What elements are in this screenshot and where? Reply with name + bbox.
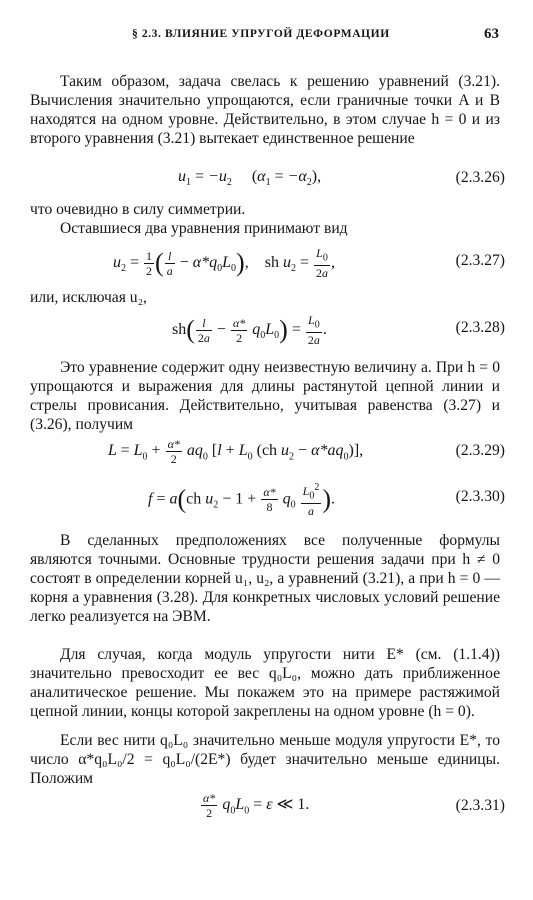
paragraph-8: Если вес нити q₀L₀ значительно меньше модуля упругости E*, то число α*q₀L₀/2 = q₀L₀/(2E*) будет значительно меньше единицы. Положим <box>30 732 500 787</box>
paragraph-3: Оставшиеся два уравнения принимают вид <box>60 220 348 237</box>
paragraph-6: В сделанных предположениях все полученные формулы являются точными. Основные трудности решения задачи при h ≠ 0 состоят в определении корней u₁, u₂, a уравнений (3.21), а при h = 0 — корня a уравнения (3.28). Для конкретных числовых условий решение легко реализуется на ЭВМ. <box>30 532 500 625</box>
paragraph-2: что очевидно в силу симметрии. <box>30 201 246 218</box>
equation-2-3-28 <box>0 310 533 350</box>
equation-2-3-30 <box>0 476 533 519</box>
page-header <box>0 24 533 50</box>
equation-body: $\frac{\alpha*}{2}$ $q_0L_0 = \varepsilon$ ≪ 1. <box>203 791 310 820</box>
equation-body: $u_1 = -u_2$ $(\alpha_1 = -\alpha_2)$, <box>178 168 322 189</box>
equation-2-3-29 <box>0 434 533 474</box>
equation-body: $L = L_0$ + $\frac{\alpha*}{2}$ $aq_0$ [$l + L_0$ (ch $u_2 - \alpha*aq_0$)], <box>108 437 364 466</box>
equation-body: f = a(ch $u_2 - 1$ + $\frac{\alpha*}{8}$ $q_0$ $\frac{L_0^2}{a}$ ). <box>148 482 335 519</box>
equation-number: (2.3.28) <box>455 319 505 336</box>
paragraph-5: Это уравнение содержит одну неизвестную величину a. При h = 0 упрощаются и выражения для длины растянутой цепной линии и стрелы провисания. Действительно, учитывая равенства (3.27) и (3.26), получим <box>30 359 500 433</box>
equation-number: (2.3.31) <box>455 797 505 814</box>
paragraph-4: или, исключая u₂, <box>30 289 147 306</box>
equation-body: $u_2$ = $\frac{1}{2}$ ( $\frac{l}{a}$ − $\alpha*q_0L_0$), sh $u_2$ = $\frac{L_0}{2a}$ , <box>113 246 335 281</box>
equation-number: (2.3.30) <box>455 488 505 505</box>
equation-body: sh( $\frac{l}{2a}$ − $\frac{\alpha*}{2}$ $q_0L_0$) = $\frac{L_0}{2a}$ . <box>172 313 327 348</box>
equation-2-3-31 <box>0 786 533 826</box>
equation-number: (2.3.27) <box>455 252 505 269</box>
paragraph-1: Таким образом, задача свелась к решению уравнений (3.21). Вычисления значительно упрощаются, если граничные точки A и B находятся на одном уровне. Действительно, в этом случае h = 0 и из второго уравнения (3.21) вытекает единственное решение <box>30 73 500 147</box>
page-number: 63 <box>484 26 499 42</box>
equation-2-3-27 <box>0 243 533 283</box>
paragraph-7: Для случая, когда модуль упругости нити E* (см. (1.1.4)) значительно превосходит ее вес q₀L₀, можно дать приближенное аналитическое решение. Мы покажем это на примере растяжимой цепной линии, концы которой закреплены на одном уровне (h = 0). <box>30 646 500 720</box>
equation-number: (2.3.26) <box>455 169 505 186</box>
equation-number: (2.3.29) <box>455 442 505 459</box>
running-title: § 2.3. ВЛИЯНИЕ УПРУГОЙ ДЕФОРМАЦИИ <box>132 28 390 40</box>
